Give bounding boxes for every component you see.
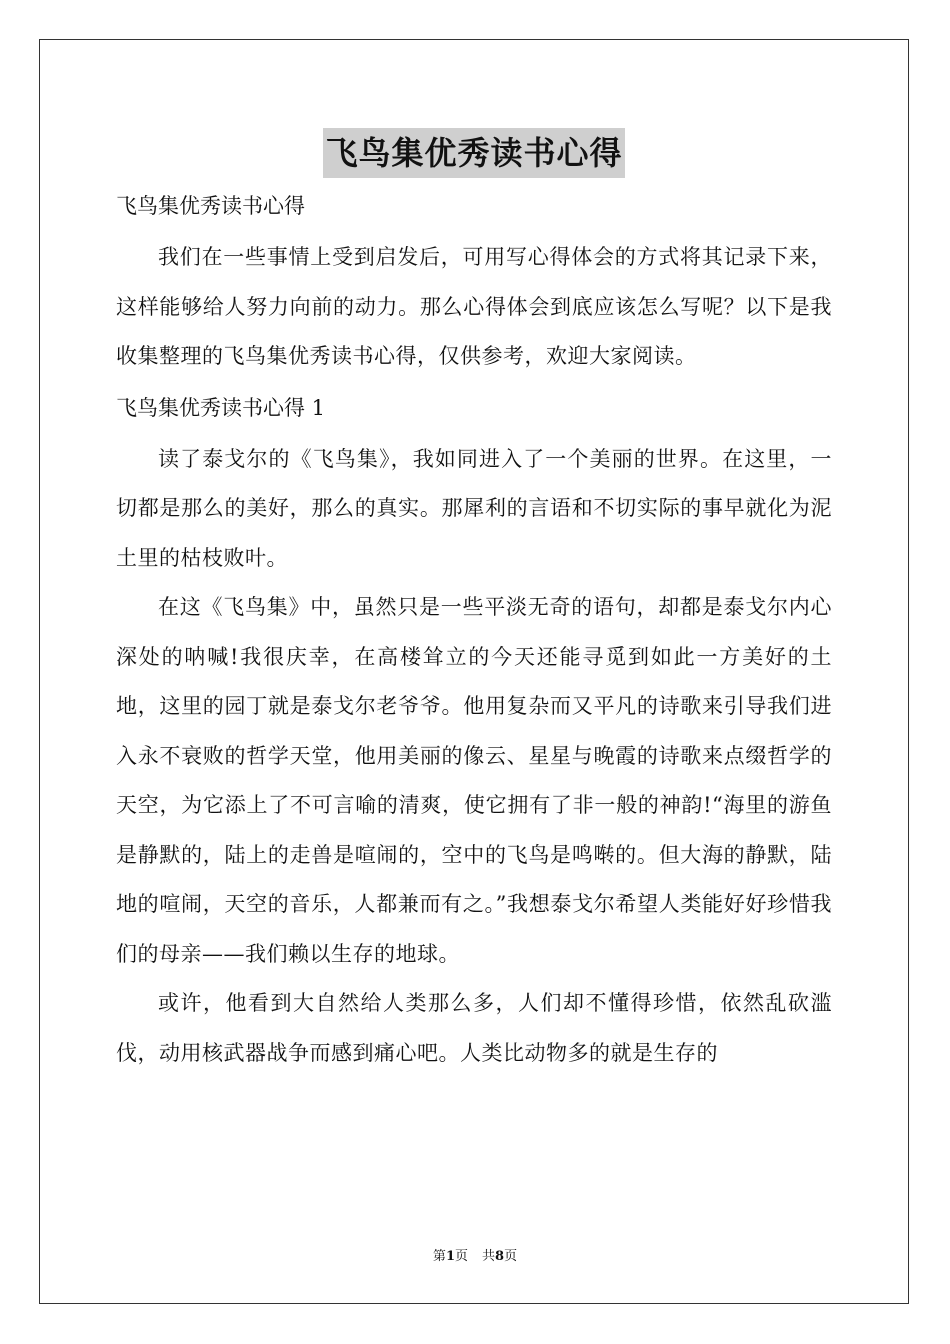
- document-title: 飞鸟集优秀读书心得: [323, 128, 624, 178]
- page-number: 1: [445, 1249, 455, 1264]
- body-paragraph-1: 读了泰戈尔的《飞鸟集》，我如同进入了一个美丽的世界。在这里，一切都是那么的美好，那么的真实。那犀利的言语和不切实际的事早就化为泥土里的枯枝败叶。: [116, 446, 832, 570]
- total-prefix: 共: [482, 1249, 496, 1264]
- title-block: [116, 124, 832, 180]
- page-total: 8: [495, 1249, 505, 1264]
- body-paragraph-2: 在这《飞鸟集》中，虽然只是一些平淡无奇的语句，却都是泰戈尔内心深处的呐喊!我很庆幸，在高楼耸立的今天还能寻觅到如此一方美好的土地，这里的园丁就是泰戈尔老爷爷。他用复杂而又平凡的诗歌来引导我们进入永不衰败的哲学天堂，他用美丽的像云、星星与晚霞的诗歌来点缀哲学的天空，为它添上了不可言喻的清爽，使它拥有了非一般的神韵!“海里的游鱼是静默的，陆上的走兽是喧闹的，空中的飞鸟是鸣啭的。但大海的静默，陆地的喧闹，天空的音乐，人都兼而有之。”我想泰戈尔希望人类能好好珍惜我们的母亲——我们赖以生存的地球。: [116, 595, 832, 966]
- page-suffix: 页: [454, 1249, 468, 1264]
- total-suffix: 页: [504, 1249, 518, 1264]
- document-subtitle: 飞鸟集优秀读书心得: [116, 194, 305, 218]
- page-prefix: 第: [432, 1249, 446, 1264]
- section-heading: 飞鸟集优秀读书心得 1: [116, 395, 326, 420]
- page-footer: [0, 1245, 950, 1264]
- document-body: [116, 124, 832, 1078]
- body-paragraph-3: 或许，他看到大自然给人类那么多，人们却不懂得珍惜，依然乱砍滥伐，动用核武器战争而感到痛心吧。人类比动物多的就是生存的: [116, 991, 832, 1065]
- intro-paragraph: 我们在一些事情上受到启发后，可用写心得体会的方式将其记录下来，这样能够给人努力向前的动力。那么心得体会到底应该怎么写呢？以下是我收集整理的飞鸟集优秀读书心得，仅供参考，欢迎大家阅读。: [116, 245, 832, 368]
